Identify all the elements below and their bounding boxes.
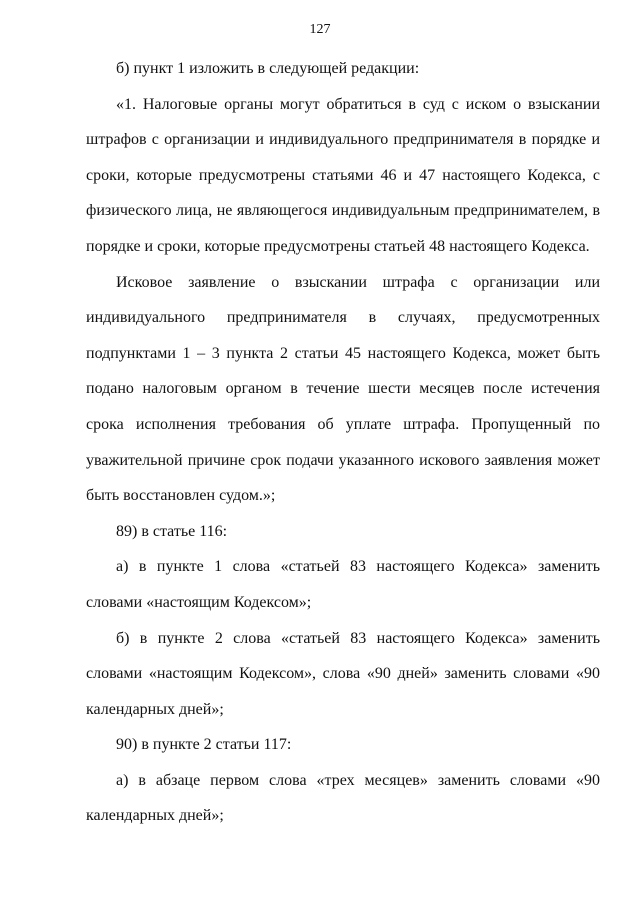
paragraph-item-89: 89) в статье 116: — [116, 522, 228, 540]
paragraph-quoted-item-1: «1. Налоговые органы могут обратиться в суд с иском о взыскании штрафов с организации и индивидуального предпринимателя в порядке и сроки, которые предусмотрены статьями 46 и 47 настоящего Кодекса, с физического лица, не являющегося индивидуальным предпринимателем, в порядке и сроки, которые предусмотрены статьей 48 настоящего Кодекса. — [86, 95, 600, 255]
paragraph-item-90-a: а) в абзаце первом слова «трех месяцев» заменить словами «90 календарных дней»; — [86, 771, 600, 825]
page-number: 127 — [309, 22, 331, 37]
paragraph-item-89-b: б) в пункте 2 слова «статьей 83 настоящего Кодекса» заменить словами «настоящим Кодексом», слова «90 дней» заменить словами «90 календарных дней»; — [86, 629, 600, 718]
paragraph-item-89-a: а) в пункте 1 слова «статьей 83 настоящего Кодекса» заменить словами «настоящим Кодексом»; — [86, 558, 600, 611]
paragraph-subitem-b: б) пункт 1 изложить в следующей редакции: — [116, 60, 420, 77]
document-body — [86, 51, 600, 834]
paragraph-claim-statement: Исковое заявление о взыскании штрафа с организации или индивидуального предпринимателя в случаях, предусмотренных подпунктами 1 – 3 пункта 2 статьи 45 настоящего Кодекса, может быть подано налоговым органом в течение шести месяцев после истечения срока исполнения требования об уплате штрафа. Пропущенный по уважительной причине срок подачи указанного искового заявления может быть восстановлен судом.»; — [86, 273, 600, 505]
paragraph-item-90: 90) в пункте 2 статьи 117: — [116, 736, 292, 754]
